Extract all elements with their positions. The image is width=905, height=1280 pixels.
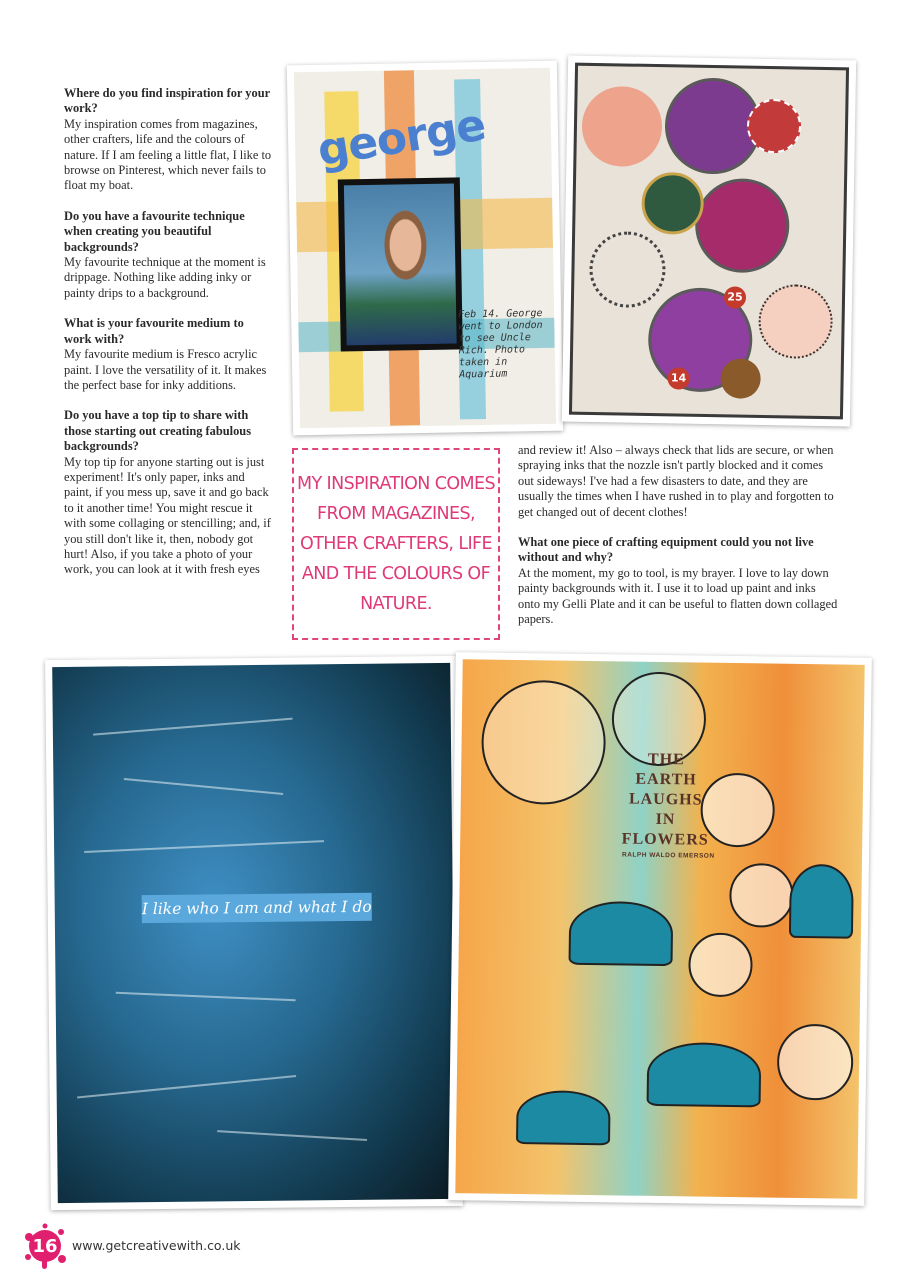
left-column bbox=[64, 86, 274, 593]
journal-caption: I like who I am and what I do bbox=[142, 893, 372, 923]
answer: At the moment, my go to tool, is my brayer. I love to lay down painty backgrounds with it. I use it to load up paint and inks onto my Gelli Plate and it can be useful to flatten down collaged papers. bbox=[518, 565, 838, 627]
qa-medium bbox=[64, 316, 274, 393]
blue-artwork bbox=[52, 663, 456, 1203]
lotus-drawing bbox=[568, 901, 673, 966]
photo-george-collage bbox=[287, 61, 563, 436]
quote-line: LAUGHS bbox=[628, 790, 703, 809]
question: What is your favourite medium to work with? bbox=[64, 316, 244, 346]
qa-top-tip bbox=[64, 408, 274, 577]
scribble-line bbox=[116, 992, 296, 1002]
flower-drawing bbox=[688, 932, 753, 997]
answer: My inspiration comes from magazines, other crafters, life and the colours of nature. If I am feeling a little flat, I like to browse on Pinterest, which never fails to float my boat. bbox=[64, 116, 272, 193]
scribble-line bbox=[217, 1130, 367, 1141]
question: What one piece of crafting equipment could you not live without and why? bbox=[518, 535, 814, 565]
quote-credit: RALPH WALDO EMERSON bbox=[621, 851, 715, 860]
qa-inspiration bbox=[64, 86, 274, 194]
lotus-drawing bbox=[647, 1042, 762, 1108]
george-title: george bbox=[314, 99, 489, 177]
circles-artwork bbox=[569, 63, 849, 420]
portrait-photo bbox=[344, 183, 457, 345]
pull-quote-box bbox=[292, 448, 500, 640]
paint-circle bbox=[758, 284, 833, 359]
scribble-line bbox=[77, 1075, 296, 1098]
flower-drawing bbox=[729, 863, 794, 928]
handwritten-note: Feb 14. George went to London to see Uncle Rich. Photo taken in Aquarium bbox=[458, 307, 543, 381]
paint-circle bbox=[581, 86, 662, 167]
answer: My favourite medium is Fresco acrylic paint. I love the versatility of it. It makes the perfect base for inky additions. bbox=[64, 347, 267, 392]
page-number: 16 bbox=[32, 1236, 58, 1257]
right-column bbox=[518, 443, 840, 642]
lotus-drawing bbox=[516, 1090, 611, 1145]
answer: My top tip for anyone starting out is just experiment! It's only paper, inks and paint, if you mess up, save it and go back to it another time! You might rescue it with some collaging or stencilling; and, if you still don't like it, then, nobody got hurt! Also, if you take a photo of your work, you can look at it with fresh eyes bbox=[64, 454, 271, 577]
quote-line: THE bbox=[647, 750, 685, 769]
question: Where do you find inspiration for your work? bbox=[64, 86, 270, 116]
qa-technique bbox=[64, 209, 274, 301]
photo-flowers-journal-page bbox=[448, 652, 872, 1206]
quote-line: FLOWERS bbox=[621, 830, 709, 849]
photo-circle bbox=[720, 358, 761, 399]
paint-circle bbox=[694, 178, 790, 274]
child-portrait bbox=[338, 177, 463, 351]
paint-circle bbox=[747, 99, 802, 154]
qa-equipment bbox=[518, 535, 840, 627]
answer: My favourite technique at the moment is drippage. Nothing like adding inky or painty drips to a background. bbox=[64, 255, 266, 300]
continuation-paragraph: and review it! Also – always check that lids are secure, or when spraying inks that the nozzle isn't partly blocked and it comes out sideways! I've had a few disasters to date, and they are usually the times when I have rushed in to play and forgotten to get changed out of decent clothes! bbox=[518, 443, 834, 519]
flower-drawing bbox=[481, 679, 607, 805]
photo-blue-journal-page bbox=[45, 656, 463, 1210]
footer-url[interactable]: www.getcreativewith.co.uk bbox=[72, 1238, 241, 1253]
scribble-line bbox=[124, 778, 283, 795]
scribble-line bbox=[84, 840, 324, 853]
pull-quote: MY INSPIRATION COMES FROM MAGAZINES, OTHER CRAFTERS, LIFE AND THE COLOURS OF NATURE. bbox=[296, 474, 496, 614]
flowers-artwork bbox=[455, 659, 864, 1199]
flower-drawing bbox=[777, 1024, 854, 1101]
quote-line: IN bbox=[655, 810, 676, 829]
number-tag: 25 bbox=[724, 286, 746, 308]
number-tag: 14 bbox=[667, 367, 689, 389]
quote-line: EARTH bbox=[635, 770, 697, 789]
lotus-drawing bbox=[789, 864, 854, 939]
scribble-line bbox=[93, 718, 293, 736]
question: Do you have a favourite technique when creating you beautiful backgrounds? bbox=[64, 208, 245, 254]
photo-circles-journal bbox=[562, 56, 856, 427]
question: Do you have a top tip to share with those starting out creating fabulous backgrounds? bbox=[64, 408, 252, 454]
paint-circle bbox=[589, 231, 666, 308]
collage-artwork bbox=[294, 68, 556, 428]
